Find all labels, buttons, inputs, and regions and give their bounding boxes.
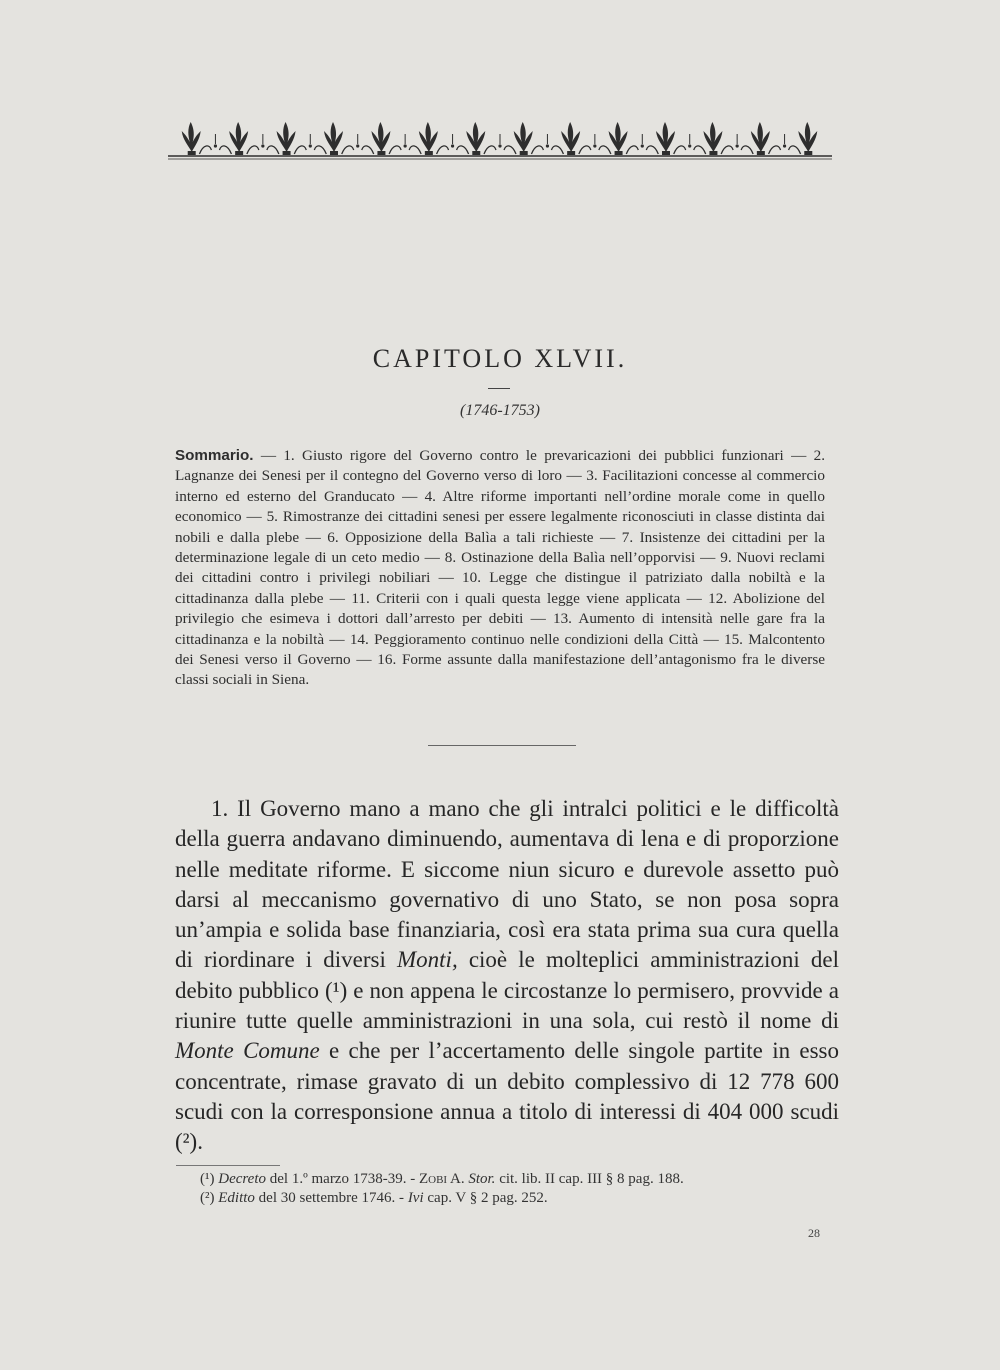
footnote-2 xyxy=(200,1189,840,1208)
chapter-summary xyxy=(175,446,825,691)
chapter-title: CAPITOLO XLVII. xyxy=(372,344,628,373)
footnote-rule xyxy=(176,1165,280,1166)
monti-term: Monti, xyxy=(397,947,458,973)
footnote-text: del 1.º marzo 1738-39. - xyxy=(266,1171,419,1187)
summary-label: Sommario. xyxy=(175,447,254,464)
footnote-work: Ivi xyxy=(407,1190,424,1206)
footnote-ref-1: (¹) xyxy=(325,977,348,1003)
paragraph-text: e che per l’accertamento delle singole partite in esso concentrate, rimase gravato di un debito complessivo di 12 778 600 scudi con la corresponsione annua a titolo di interessi di 404 000 scudi xyxy=(175,1038,839,1124)
paragraph-text: 1. Il Governo mano a mano che gli intralci politici e le difficoltà della guerra andavano diminuendo, aumentava di lena e di proporzione nelle meditate riforme. E siccome niun sicuro e durevole assetto può darsi al meccanismo governativo di uno Stato, se non posa sopra un’ampia e solida base finanziaria, così era stata prima sua cura quella di riordinare i diversi xyxy=(175,796,839,973)
footnote-mark: (¹) xyxy=(200,1171,215,1187)
chapter-years: (1746-1753) xyxy=(460,402,540,419)
page-number: 28 xyxy=(808,1226,820,1240)
footnote-source-title: Editto xyxy=(218,1190,255,1206)
footnote-ref-2: (²) xyxy=(175,1129,198,1155)
section-separator xyxy=(428,745,576,746)
title-dash xyxy=(488,388,510,389)
footnote-text: cap. V § 2 pag. 252. xyxy=(423,1190,548,1206)
paragraph-text: . xyxy=(197,1129,203,1155)
footnote-text: A. xyxy=(447,1171,469,1187)
footnote-text: del 30 settembre 1746. - xyxy=(254,1190,408,1206)
palmette-ornament-band xyxy=(168,120,832,160)
footnotes xyxy=(200,1170,840,1208)
footnote-mark: (²) xyxy=(200,1190,215,1206)
footnote-text: cit. lib. II cap. III § 8 pag. 188. xyxy=(495,1171,684,1187)
summary-text: — 1. Giusto rigore del Governo contro le prevaricazioni dei pubblici funzionari — 2. Lagnanze dei Senesi per il contegno del Governo verso di loro — 3. Facilitazioni concesse al commercio interno ed esterno del Granducato — 4. Altre riforme importanti nell’ordine morale come in quello economico — 5. Rimostranze dei cittadini senesi per essere legalmente riconosciuti in classe distinta dai nobili e dalla plebe — 6. Opposizione della Balìa a tali richieste — 7. Insistenze dei cittadini per la determinazione legale di un ceto medio — 8. Ostinazione della Balìa nell’opporvisi — 9. Nuovi reclami dei cittadini contro i privilegi nobiliari — 10. Legge che distingue il patriziato dalla nobiltà e la cittadinanza dalla plebe — 11. Criterii con i quali questa legge viene applicata — 12. Abolizione del privilegio che esimeva i dottori dall’arresto per debiti — 13. Aumento di intensità nelle gare fra la cittadinanza e la nobiltà — 14. Peggioramento continuo nelle condizioni della Città — 15. Malcontento dei Senesi verso il Governo — 16. Forme assunte dalla manifestazione dell’antagonismo fra le diverse classi sociali in Siena. xyxy=(175,447,825,689)
main-paragraph xyxy=(175,794,839,1158)
footnote-work: Stor. xyxy=(468,1171,496,1187)
paragraph-text: e non appena le circostanze lo permisero, provvide a riunire tutte quelle amministrazioni in una sola, cui restò il nome di xyxy=(175,977,839,1034)
footnote-1 xyxy=(200,1170,840,1189)
monte-comune-term: Monte Comune xyxy=(175,1038,320,1064)
paragraph-text: cioè le molteplici amministrazioni del debito pubblico xyxy=(175,947,839,1003)
footnote-source-title: Decreto xyxy=(218,1171,267,1187)
footnote-author: Zobi xyxy=(418,1171,448,1187)
